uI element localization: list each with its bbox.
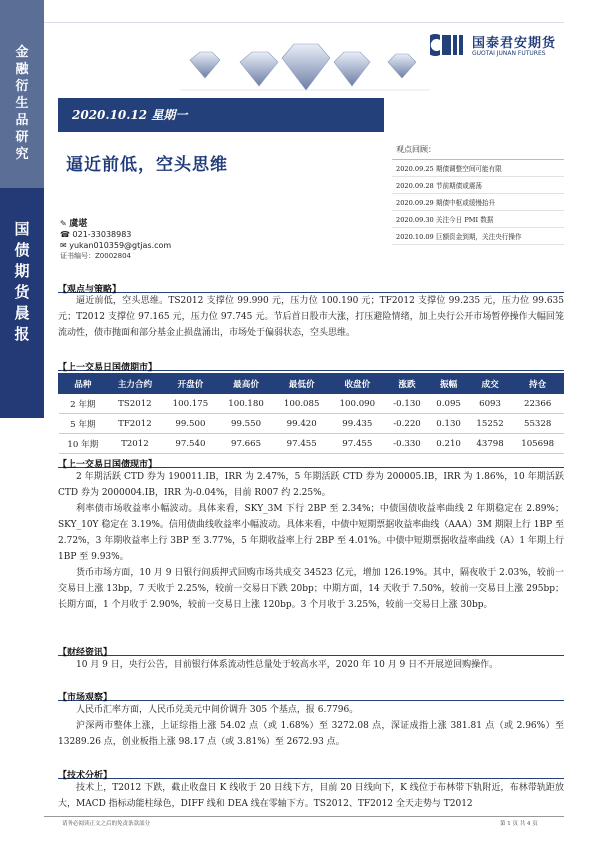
futures-column-header: 成交 [468,374,511,394]
section-spot-heading [58,452,564,468]
table-cell: 97.455 [330,434,386,454]
table-cell: 2 年期 [59,394,108,414]
news-paragraph: 10 月 9 日，央行公告，目前银行体系流动性总量处于较高水平，2020 年 10 月 9 日不开展逆回购操作。 [76,660,499,670]
views-review-panel [392,142,564,245]
sidebar-label-char: 国 [14,220,30,238]
company-logo [430,30,560,64]
section-tech-body [58,780,564,812]
table-cell: 15252 [468,414,511,434]
sidebar-label-char: 期 [14,262,30,280]
section-spot-body [58,469,564,613]
section-strategy-heading [58,277,564,293]
section-market-heading [58,685,564,701]
table-row [59,434,564,454]
author-block [60,218,171,262]
futures-column-header: 振幅 [429,374,468,394]
table-cell: 99.435 [330,414,386,434]
futures-column-header: 持仓 [512,374,564,394]
section-news-body [58,657,564,673]
table-cell: 100.085 [274,394,330,414]
table-cell: 0.130 [429,414,468,434]
report-date-bar [58,98,384,132]
section-tech-title: 【技术分析】 [58,771,113,781]
company-name-cn: 国泰君安期货 [472,36,557,51]
futures-column-header: 品种 [59,374,108,394]
header-divider [44,22,564,23]
footer-disclaimer: 请务必阅读正文之后的免责条款部分 [62,821,151,827]
sidebar-label-char: 报 [14,325,30,343]
table-cell: 99.420 [274,414,330,434]
futures-table [58,373,564,454]
views-review-item: 2020.09.25 期债调整空间可能有限 [392,160,564,177]
table-cell: T2012 [107,434,162,454]
author-certificate: 证书编号：Z0002804 [60,252,131,260]
table-cell: -0.220 [385,414,429,434]
report-title: 逼近前低，空头思维 [66,155,228,175]
table-cell: 97.455 [274,434,330,454]
table-cell: TF2012 [107,414,162,434]
section-tech-heading [58,763,564,779]
table-cell: 99.500 [163,414,219,434]
views-review-item: 2020.09.29 期债中枢或缓慢抬升 [392,194,564,211]
author-email[interactable]: yukan010359@gtjas.com [69,241,172,250]
sidebar-label-char: 融 [15,62,29,77]
footer-page-number: 第 1 页 共 4 页 [500,821,538,827]
sidebar-category-label [0,46,44,165]
pen-icon: ✎ [60,219,67,228]
table-cell: 99.550 [218,414,274,434]
section-market-body [58,702,564,750]
views-review-item: 2020.10.09 巨额资金到期，关注央行操作 [392,228,564,245]
footer-divider [44,816,564,817]
sidebar-label-char: 究 [15,147,29,162]
futures-column-header: 收盘价 [330,374,386,394]
table-cell: -0.130 [385,394,429,414]
sidebar-report-block [0,188,44,418]
sidebar-label-char: 货 [14,283,30,301]
spot-paragraph: 2 年期活跃 CTD 券为 190011.IB，IRR 为 2.47%，5 年期活跃 CTD 券为 200005.IB，IRR 为 1.86%，10 年期活跃 CTD 券为 2000004.IB，IRR 为-0.04%，目前 R007 约 2.25%。 [58,472,564,498]
market-paragraph: 沪深两市整体上涨，上证综指上涨 54.02 点（或 1.68%）至 3272.08 点，深证成指上涨 381.81 点（或 2.96%）至 13289.26 点，创业板指上涨 98.17 点（或 3.81%）至 2672.93 点。 [58,721,564,747]
section-market-title: 【市场观察】 [58,693,113,703]
table-cell: 97.540 [163,434,219,454]
views-review-title: 观点回顾： [392,142,564,160]
futures-column-header: 最高价 [218,374,274,394]
phone-icon: ☎ [60,230,70,239]
tech-paragraph: 技术上，T2012 下跌，截止收盘日 K 线收于 20 日线下方，目前 20 日线向下，K 线位于布林带下轨附近，布林带轨距放大，MACD 指标动能柱绿色，DIFF 线和 DEA 线在零轴下方。TS2012、TF2012 全天走势与 T2012 [58,783,564,809]
sidebar-category-block [0,0,44,188]
sidebar-label-char: 研 [15,130,29,145]
table-cell: 97.665 [218,434,274,454]
section-futures-title: 【上一交易日国债期市】 [58,363,158,373]
sidebar-label-char: 品 [15,113,29,128]
section-news-title: 【财经资讯】 [58,648,113,658]
table-cell: 0.095 [429,394,468,414]
futures-column-header: 主力合约 [107,374,162,394]
table-row [59,414,564,434]
spot-paragraph: 利率债市场收益率小幅波动。具体来看，SKY_3M 下行 2BP 至 2.34%；中债国债收益率曲线 2 年期稳定在 2.89%；SKY_10Y 稳定在 3.19%。信用债曲线收益率小幅波动。具体来看，中债中短期票据收益率曲线（AAA）3M 期限上行 1BP 至 2.72%，3 年期收益率上行 3BP 至 3.77%，5 年期收益率上行 2BP 至 4.01%。中债中短期票据收益率曲线（A）1 年期上行 1BP 至 9.93%。 [58,504,564,562]
table-row [59,394,564,414]
table-cell: TS2012 [107,394,162,414]
section-strategy-body [58,293,564,341]
table-cell: -0.330 [385,434,429,454]
sidebar-label-char: 晨 [14,304,30,322]
email-icon: ✉ [60,241,67,250]
table-cell: 55328 [512,414,564,434]
sidebar-label-char: 生 [15,96,29,111]
table-cell: 100.090 [330,394,386,414]
table-cell: 22366 [512,394,564,414]
table-cell: 5 年期 [59,414,108,434]
section-strategy-title: 【观点与策略】 [58,285,122,295]
views-review-item: 2020.09.28 节前期债或震荡 [392,177,564,194]
sidebar-report-label [0,222,44,348]
futures-column-header: 最低价 [274,374,330,394]
diamond-banner-icon [180,40,430,92]
author-name: 虞堪 [69,219,88,229]
table-cell: 100.180 [218,394,274,414]
strategy-paragraph: 逼近前低，空头思维。TS2012 支撑位 99.990 元，压力位 100.190 元；TF2012 支撑位 99.235 元，压力位 99.635 元；T2012 支撑位 97.165 元，压力位 97.745 元。节后首日股市大涨，打压避险情绪，加上央行公开市场暂停操作大幅回笼流动性，债市抛面和部分基金止损盘涌出，市场处于偏弱状态，空头思维。 [58,296,564,338]
section-spot-title: 【上一交易日国债现市】 [58,460,158,470]
table-cell: 10 年期 [59,434,108,454]
futures-column-header: 涨跌 [385,374,429,394]
sidebar [0,0,44,842]
views-review-item: 2020.09.30 关注今日 PMI 数据 [392,211,564,228]
sidebar-label-char: 金 [15,45,29,60]
table-cell: 43798 [468,434,511,454]
table-cell: 100.175 [163,394,219,414]
sidebar-label-char: 债 [14,241,30,259]
futures-table-header [59,374,564,394]
table-cell: 105698 [512,434,564,454]
market-paragraph: 人民币汇率方面，人民币兑美元中间价调升 305 个基点，报 6.7796。 [76,705,359,715]
sidebar-label-char: 衍 [15,79,29,94]
section-futures-heading [58,355,564,371]
table-cell: 6093 [468,394,511,414]
spot-paragraph: 货币市场方面，10 月 9 日银行间质押式回购市场共成交 34523 亿元，增加 126.19%。其中，隔夜收于 2.03%，较前一交易日上涨 13bp，7 天收于 2.25%，较前一交易日下跌 20bp；中期方面，14 天收于 7.50%，较前一交易日上涨 295bp；长期方面，1 个月收于 2.90%，较前一交易日上涨 120bp。3 个月收于 3.25%，较前一交易日上涨 30bp。 [58,568,564,610]
futures-column-header: 开盘价 [163,374,219,394]
company-name-en: GUOTAI JUNAN FUTURES [472,50,546,57]
author-phone: 021-33038983 [72,230,132,239]
report-date: 2020.10.12 星期一 [72,108,188,122]
section-news-heading [58,640,564,656]
table-cell: 0.210 [429,434,468,454]
company-logo-icon [430,32,466,58]
